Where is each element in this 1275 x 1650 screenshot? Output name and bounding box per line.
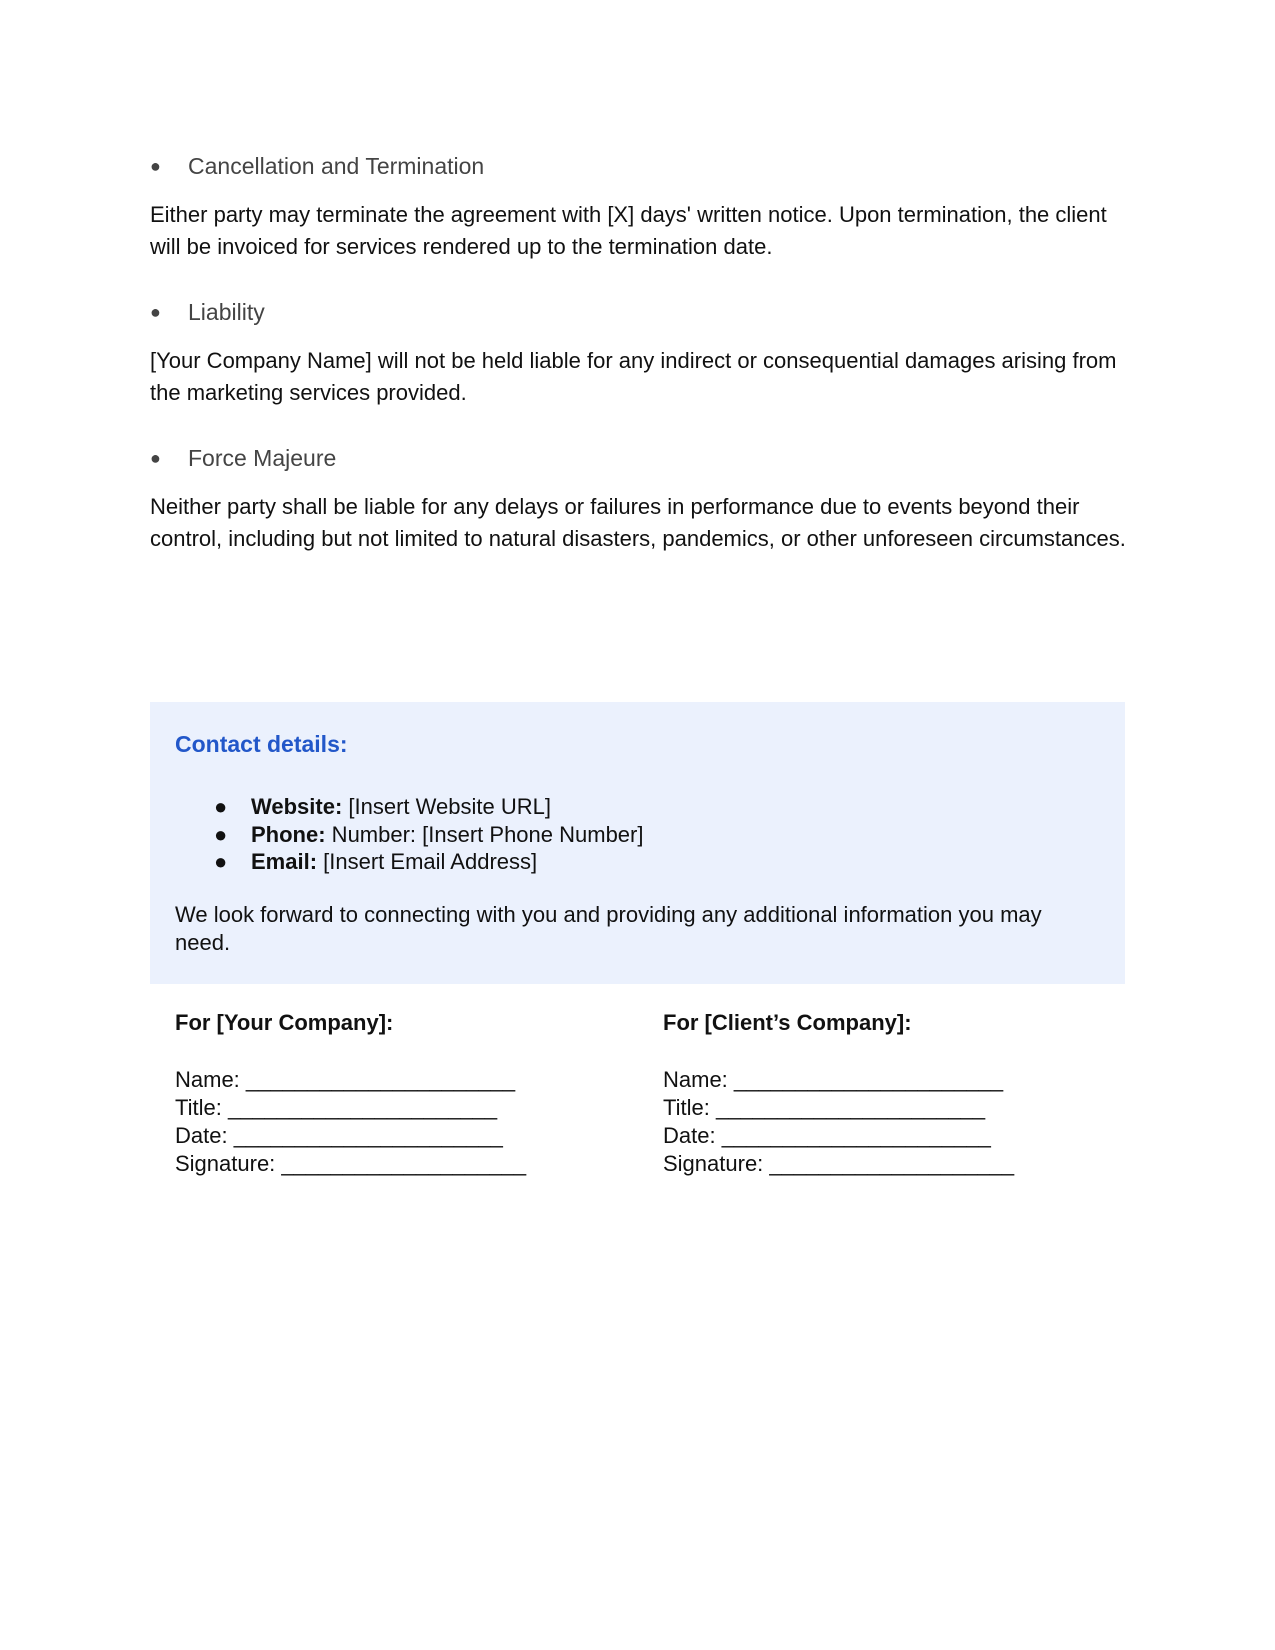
contact-item-website	[214, 793, 643, 821]
title-field[interactable]: Title: ______________________	[175, 1095, 498, 1120]
signature-block-your-company	[175, 1009, 526, 1178]
contact-item-email	[214, 848, 643, 876]
date-field[interactable]: Date: ______________________	[663, 1123, 991, 1148]
bullet-icon: ●	[214, 849, 228, 874]
name-field[interactable]: Name: ______________________	[663, 1067, 1004, 1092]
signature-field[interactable]: Signature: ____________________	[175, 1151, 527, 1176]
contact-value: Number: [Insert Phone Number]	[325, 821, 644, 847]
bullet-icon: ●	[150, 448, 161, 468]
contact-label: Phone:	[251, 821, 326, 847]
section-body: Neither party shall be liable for any delays or failures in performance due to events beyond their control, including but not limited to natural disasters, pandemics, or other unforeseen circumstances.	[150, 494, 1126, 551]
contact-list	[214, 793, 643, 876]
title-field[interactable]: Title: ______________________	[663, 1095, 986, 1120]
signature-block-client-company	[663, 1009, 1014, 1178]
name-field[interactable]: Name: ______________________	[175, 1067, 516, 1092]
signature-field[interactable]: Signature: ____________________	[663, 1151, 1015, 1176]
contact-value: [Insert Website URL]	[342, 794, 551, 819]
heading-text: Cancellation and Termination	[188, 153, 485, 179]
contact-item-phone	[214, 821, 643, 849]
signature-title: For [Your Company]:	[175, 1010, 394, 1035]
bullet-icon: ●	[150, 156, 161, 176]
contact-box	[150, 702, 1125, 984]
bullet-icon: ●	[150, 302, 161, 322]
heading-text: Force Majeure	[188, 445, 337, 471]
heading-text: Liability	[188, 299, 265, 325]
bullet-icon: ●	[214, 821, 228, 847]
contact-label: Website:	[251, 794, 343, 819]
contact-value: [Insert Email Address]	[317, 849, 538, 874]
contact-closing: We look forward to connecting with you and providing any additional information you may need.	[175, 902, 1042, 955]
section-body: Either party may terminate the agreement with [X] days' written notice. Upon termination, the client will be invoiced for services rendered up to the termination date.	[150, 202, 1107, 259]
signature-title: For [Client’s Company]:	[663, 1010, 912, 1035]
contact-label: Email:	[251, 849, 318, 874]
section-body: [Your Company Name] will not be held liable for any indirect or consequential damages arising from the marketing services provided.	[150, 348, 1117, 405]
bullet-icon: ●	[214, 794, 228, 819]
contact-title: Contact details:	[175, 731, 348, 757]
date-field[interactable]: Date: ______________________	[175, 1123, 503, 1148]
